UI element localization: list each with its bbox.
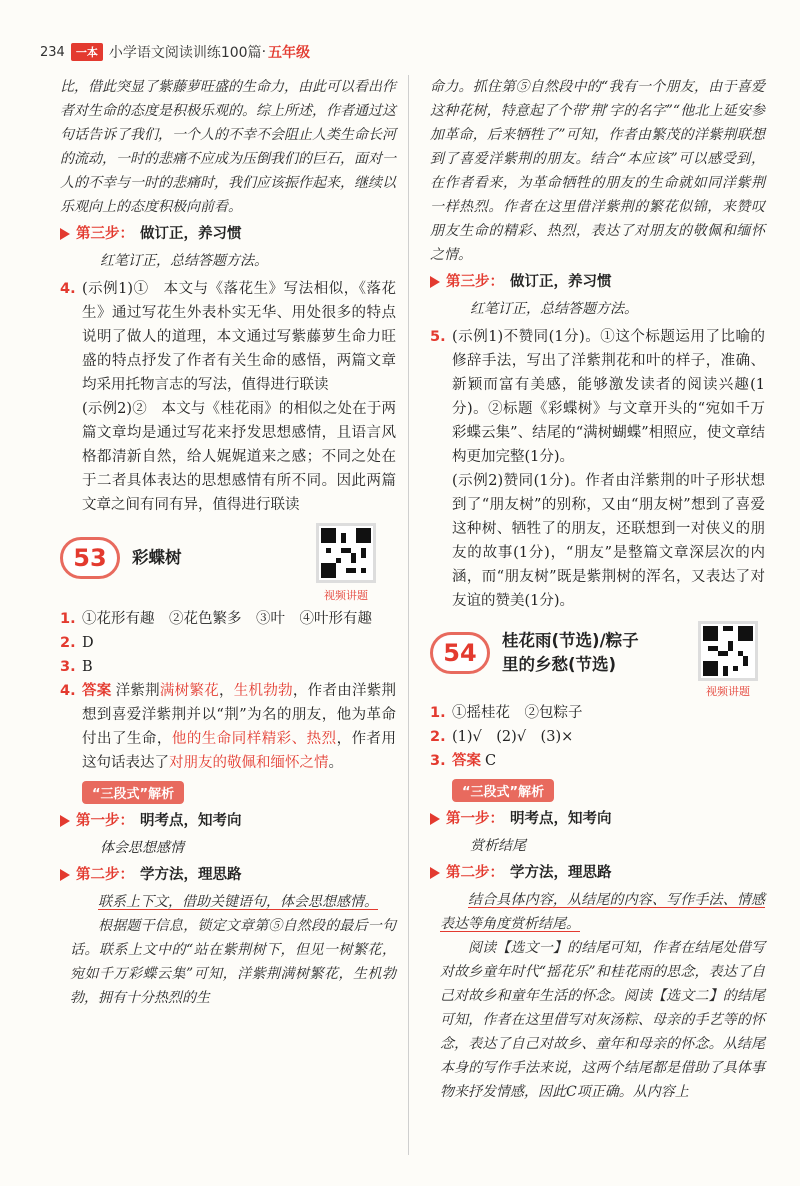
header-dot: · bbox=[261, 44, 267, 60]
lesson-54-header bbox=[430, 621, 765, 701]
example-2: (示例2)赞同(1分)。作者由洋紫荆的叶子形状想到了“朋友树”的别称，又由“朋友树”想到了喜爱这种树、牺牲了的朋友，还联想到一对侠义的朋友的故事(1分)，“朋友”是整篇文章深层次的内涵，而“朋友树”既是紫荆树的浑名，又表达了对友谊的赞美(1分)。 bbox=[452, 473, 765, 609]
lesson-number-badge: 54 bbox=[430, 632, 490, 674]
left-column bbox=[60, 75, 396, 1010]
l54-q3 bbox=[430, 749, 765, 773]
grade-label: 五年级 bbox=[268, 45, 311, 61]
arrow-icon bbox=[430, 813, 440, 825]
step-sub: 红笔订正，总结答题方法。 bbox=[470, 301, 638, 317]
l53-q1 bbox=[60, 607, 396, 631]
answer-text: C bbox=[485, 753, 497, 769]
series-title: 小学语文阅读训练100篇 bbox=[108, 45, 262, 61]
continued-paragraph: 命力。抓住第⑤自然段中的“我有一个朋友，由于喜爱这种花树，特意起了个带‘荆’字的名字”“他北上延安参加革命，后来牺牲了”可知，作者由繁茂的洋紫荆联想到了喜爱洋紫荆的朋友。结合“本应该”可以感受到，在作者看来，为革命牺牲的朋友的生命就如同洋紫荆一样热烈。作者在这里借洋紫荆的繁花似锦，来赞叹朋友生命的精彩、热烈，表达了对朋友的敬佩和缅怀之情。 bbox=[430, 79, 765, 263]
answer-segment: ，作者由洋紫荆想到喜爱洋紫荆并以“荆”为名的朋友，他为革命付出了生命， bbox=[82, 683, 397, 747]
method-text: 联系上下文，借助关键语句，体会思想感情。 bbox=[98, 894, 378, 910]
example-1: (示例1)① 本文与《落花生》写法相似，《落花生》通过写花生外表朴实无华、用处很多的特点说明了做人的道理，本文通过写紫藤萝生命力旺盛的特点抒发了作者有关生命的感悟，两篇文章均采用托物言志的写法，值得进行联读 bbox=[82, 281, 396, 393]
answer-text: D bbox=[82, 635, 94, 651]
analysis-text: 根据题干信息，锁定文章第⑤自然段的最后一句话。联系上文中的“站在紫荆树下，但见一树繁花，宛如千万彩蝶云集”可知，洋紫荆满树繁花，生机勃勃，拥有十分热烈的生 bbox=[70, 918, 396, 1006]
l54-q2 bbox=[430, 725, 765, 749]
question-number: 3. bbox=[60, 659, 76, 675]
brand-logo: 一本 bbox=[71, 43, 103, 61]
step-sub: 体会思想感情 bbox=[100, 840, 184, 856]
lesson-number-badge: 53 bbox=[60, 537, 120, 579]
answer-text: ①花形有趣 ②花色繁多 ③叶 ④叶形有趣 bbox=[82, 611, 372, 627]
step-label: 第二步： bbox=[446, 865, 504, 881]
method-text: 结合具体内容，从结尾的内容、写作手法、情感表达等角度赏析结尾。 bbox=[440, 892, 765, 932]
step-value: 学方法，理思路 bbox=[510, 865, 612, 881]
l53-q2 bbox=[60, 631, 396, 655]
answer-keyword: 生机勃勃 bbox=[233, 683, 293, 699]
answer-segment: ， bbox=[219, 683, 234, 699]
lesson-title-line2: 里的乡愁(节选) bbox=[502, 655, 617, 674]
step-label: 第一步： bbox=[76, 813, 134, 829]
l53-q3 bbox=[60, 655, 396, 679]
l53-q4 bbox=[60, 679, 396, 775]
example-1: (示例1)不赞同(1分)。①这个标题运用了比喻的修辞手法，写出了洋紫荆花和叶的样子，准确、新颖而富有美感，能够激发读者的阅读兴趣(1分)。②标题《彩蝶树》与文章开头的“宛如千万彩蝶云集”、结尾的“满树蝴蝶”相照应，使文章结构更加完整(1分)。 bbox=[452, 329, 765, 465]
answer-keyword: 满树繁花 bbox=[159, 683, 219, 699]
question-number: 1. bbox=[430, 705, 446, 721]
step2-row bbox=[60, 862, 396, 888]
right-column bbox=[430, 75, 765, 1104]
step-value: 做订正，养习惯 bbox=[140, 226, 242, 242]
step-sub: 赏析结尾 bbox=[470, 838, 526, 854]
step-value: 明考点，知考向 bbox=[140, 813, 242, 829]
step-value: 做订正，养习惯 bbox=[510, 274, 612, 290]
answer-keyword: 对朋友的敬佩和缅怀之情 bbox=[169, 755, 329, 771]
question-4 bbox=[60, 277, 396, 517]
arrow-icon bbox=[430, 867, 440, 879]
qr-code-icon[interactable] bbox=[698, 621, 758, 681]
column-divider bbox=[408, 75, 409, 1155]
answer-text: B bbox=[82, 659, 93, 675]
question-number: 2. bbox=[430, 729, 446, 745]
page-number: 234 bbox=[40, 44, 65, 60]
step-value: 明考点，知考向 bbox=[510, 811, 612, 827]
analysis-text: 阅读【选文一】的结尾可知，作者在结尾处借写对故乡童年时代“摇花乐”和桂花雨的思念，表达了自己对故乡和童年生活的怀念。阅读【选文二】的结尾可知，作者在这里借写对灰汤粽、母亲的手艺等的怀念，表达了自己对故乡、童年和母亲的怀念。从结尾本身的写作手法来说，这两个结尾都是借助了具体事物来抒发情感，因此C项正确。从内容上 bbox=[440, 940, 765, 1100]
step3-row bbox=[430, 269, 765, 295]
step-label: 第二步： bbox=[76, 867, 134, 883]
page-header bbox=[40, 40, 310, 64]
intro-paragraph: 比，借此突显了紫藤萝旺盛的生命力，由此可以看出作者对生命的态度是积极乐观的。综上所述，作者通过这句话告诉了我们，一个人的不幸不会阻止人类生命长河的流动，一时的悲痛不应成为压倒我们的巨石，面对一人的不幸与一时的悲痛时，我们应该振作起来，继续以乐观向上的态度积极向前看。 bbox=[60, 79, 396, 215]
step-label: 第一步： bbox=[446, 811, 504, 827]
step1-row bbox=[60, 808, 396, 834]
answer-text: (1)√ (2)√ (3)× bbox=[452, 729, 574, 745]
lesson-title-line1: 桂花雨(节选)/粽子 bbox=[502, 631, 639, 650]
step-label: 第三步： bbox=[446, 274, 504, 290]
question-number: 1. bbox=[60, 611, 76, 627]
question-5 bbox=[430, 325, 765, 613]
qr-code-icon[interactable] bbox=[316, 523, 376, 583]
arrow-icon bbox=[430, 276, 440, 288]
answer-label: 答案 bbox=[82, 683, 112, 699]
example-2: (示例2)② 本文与《桂花雨》的相似之处在于两篇文章均是通过写花来抒发思想感情，且语言风格都清新自然，给人娓娓道来之感；不同之处在于二者具体表达的思想感情有所不同。因此两篇文章之间有同有异，值得进行联读 bbox=[82, 401, 396, 513]
lesson-53-header bbox=[60, 523, 396, 607]
answer-paragraph bbox=[82, 679, 396, 775]
arrow-icon bbox=[60, 228, 70, 240]
qr-caption: 视频讲题 bbox=[324, 589, 368, 602]
step1-row bbox=[430, 806, 765, 832]
qr-caption: 视频讲题 bbox=[706, 685, 750, 698]
question-number: 3. bbox=[430, 753, 446, 769]
lesson-title: 彩蝶树 bbox=[132, 548, 182, 567]
question-number: 5. bbox=[430, 329, 446, 345]
answer-segment: 。 bbox=[328, 755, 343, 771]
answer-keyword: 他的生命同样精彩、热烈 bbox=[171, 731, 337, 747]
analysis-tag: “三段式”解析 bbox=[452, 779, 554, 802]
answer-segment: ，作者用这句话表达了 bbox=[82, 731, 397, 771]
analysis-tag: “三段式”解析 bbox=[82, 781, 184, 804]
answer-label: 答案 bbox=[452, 753, 481, 769]
question-number: 4. bbox=[60, 683, 76, 699]
arrow-icon bbox=[60, 869, 70, 881]
l54-q1 bbox=[430, 701, 765, 725]
arrow-icon bbox=[60, 815, 70, 827]
step-value: 学方法，理思路 bbox=[140, 867, 242, 883]
answer-segment: 洋紫荆 bbox=[115, 683, 160, 699]
step-sub: 红笔订正，总结答题方法。 bbox=[100, 253, 268, 269]
step2-row bbox=[430, 860, 765, 886]
step-label: 第三步： bbox=[76, 226, 134, 242]
answer-text: ①摇桂花 ②包粽子 bbox=[452, 705, 583, 721]
question-number: 2. bbox=[60, 635, 76, 651]
step3-row bbox=[60, 221, 396, 247]
question-number: 4. bbox=[60, 281, 76, 297]
